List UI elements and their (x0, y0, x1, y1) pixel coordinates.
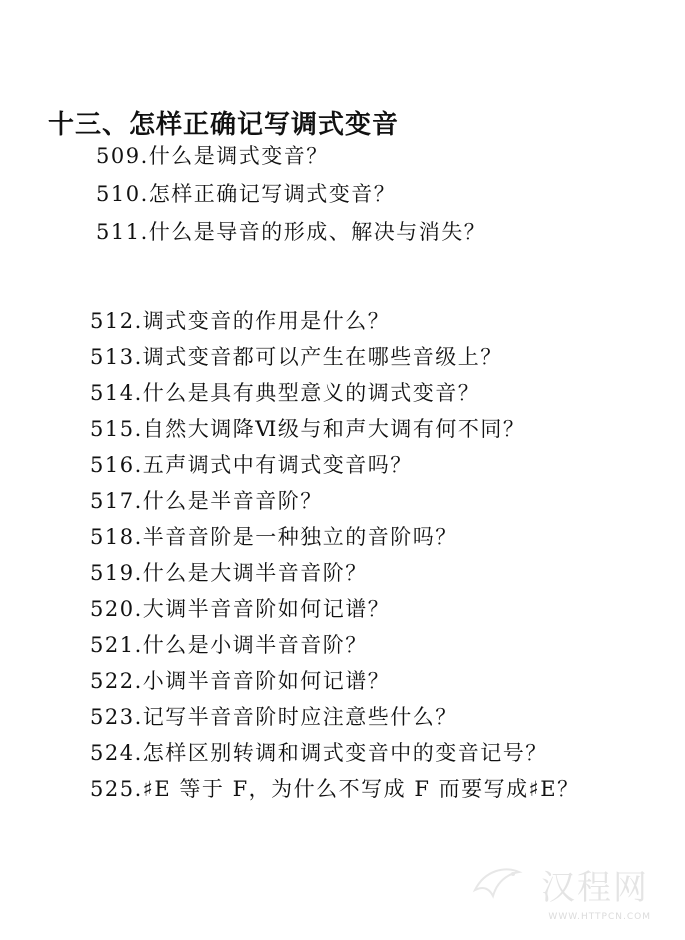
question-number: 513. (90, 345, 143, 369)
list-item (90, 557, 368, 587)
section-title: 十三、怎样正确记写调式变音 (48, 110, 400, 140)
question-text: 小调半音音阶如何记谱？ (142, 669, 391, 693)
question-text: 怎样区别转调和调式变音中的变音记号？ (142, 741, 548, 765)
question-text: 调式变音的作用是什么？ (142, 309, 391, 333)
question-text: 半音音阶是一种独立的音阶吗？ (142, 525, 458, 549)
question-text: 什么是具有典型意义的调式变音？ (142, 381, 481, 405)
list-item (90, 737, 548, 767)
list-item (90, 449, 413, 479)
list-item (90, 665, 390, 695)
question-text: 什么是导音的形成、解决与消失？ (148, 220, 487, 244)
question-number: 521. (90, 633, 143, 657)
question-number: 519. (90, 561, 143, 585)
list-item (90, 377, 480, 407)
question-text: 什么是半音音阶？ (142, 489, 323, 513)
question-number: 523. (90, 705, 143, 729)
question-text: 大调半音音阶如何记谱？ (142, 597, 391, 621)
question-number: 514. (90, 381, 143, 405)
list-item (96, 216, 486, 246)
list-item (90, 413, 525, 443)
bird-logo-icon (467, 852, 527, 912)
list-item (90, 593, 390, 623)
question-number: 510. (96, 182, 149, 206)
list-item (96, 140, 329, 170)
question-number: 517. (90, 489, 143, 513)
question-text: 五声调式中有调式变音吗？ (142, 453, 413, 477)
question-text: 自然大调降Ⅵ级与和声大调有何不同？ (142, 417, 526, 441)
list-item (90, 485, 323, 515)
question-text: 怎样正确记写调式变音？ (148, 182, 397, 206)
list-item (90, 305, 390, 335)
question-number: 522. (90, 669, 143, 693)
list-item (90, 773, 580, 803)
question-number: 520. (90, 597, 143, 621)
question-number: 515. (90, 417, 143, 441)
question-number: 509. (96, 144, 149, 168)
list-item (90, 701, 458, 731)
question-text: 什么是小调半音音阶？ (142, 633, 368, 657)
list-item (90, 629, 368, 659)
question-number: 525. (90, 777, 143, 801)
question-text: 什么是调式变音？ (148, 144, 329, 168)
question-text: 记写半音音阶时应注意些什么？ (142, 705, 458, 729)
list-item (96, 178, 396, 208)
list-item (90, 521, 458, 551)
watermark (467, 852, 667, 922)
list-item (90, 341, 503, 371)
question-text: 调式变音都可以产生在哪些音级上？ (142, 345, 503, 369)
question-text: ♯E 等于 F，为什么不写成 F 而要写成♯E？ (142, 777, 580, 801)
question-number: 518. (90, 525, 143, 549)
question-number: 516. (90, 453, 143, 477)
question-number: 511. (96, 220, 149, 244)
watermark-brand: 汉程网 (541, 868, 649, 908)
watermark-url: WWW.HTTPCN.COM (548, 912, 651, 922)
question-text: 什么是大调半音音阶？ (142, 561, 368, 585)
question-number: 524. (90, 741, 143, 765)
question-number: 512. (90, 309, 143, 333)
